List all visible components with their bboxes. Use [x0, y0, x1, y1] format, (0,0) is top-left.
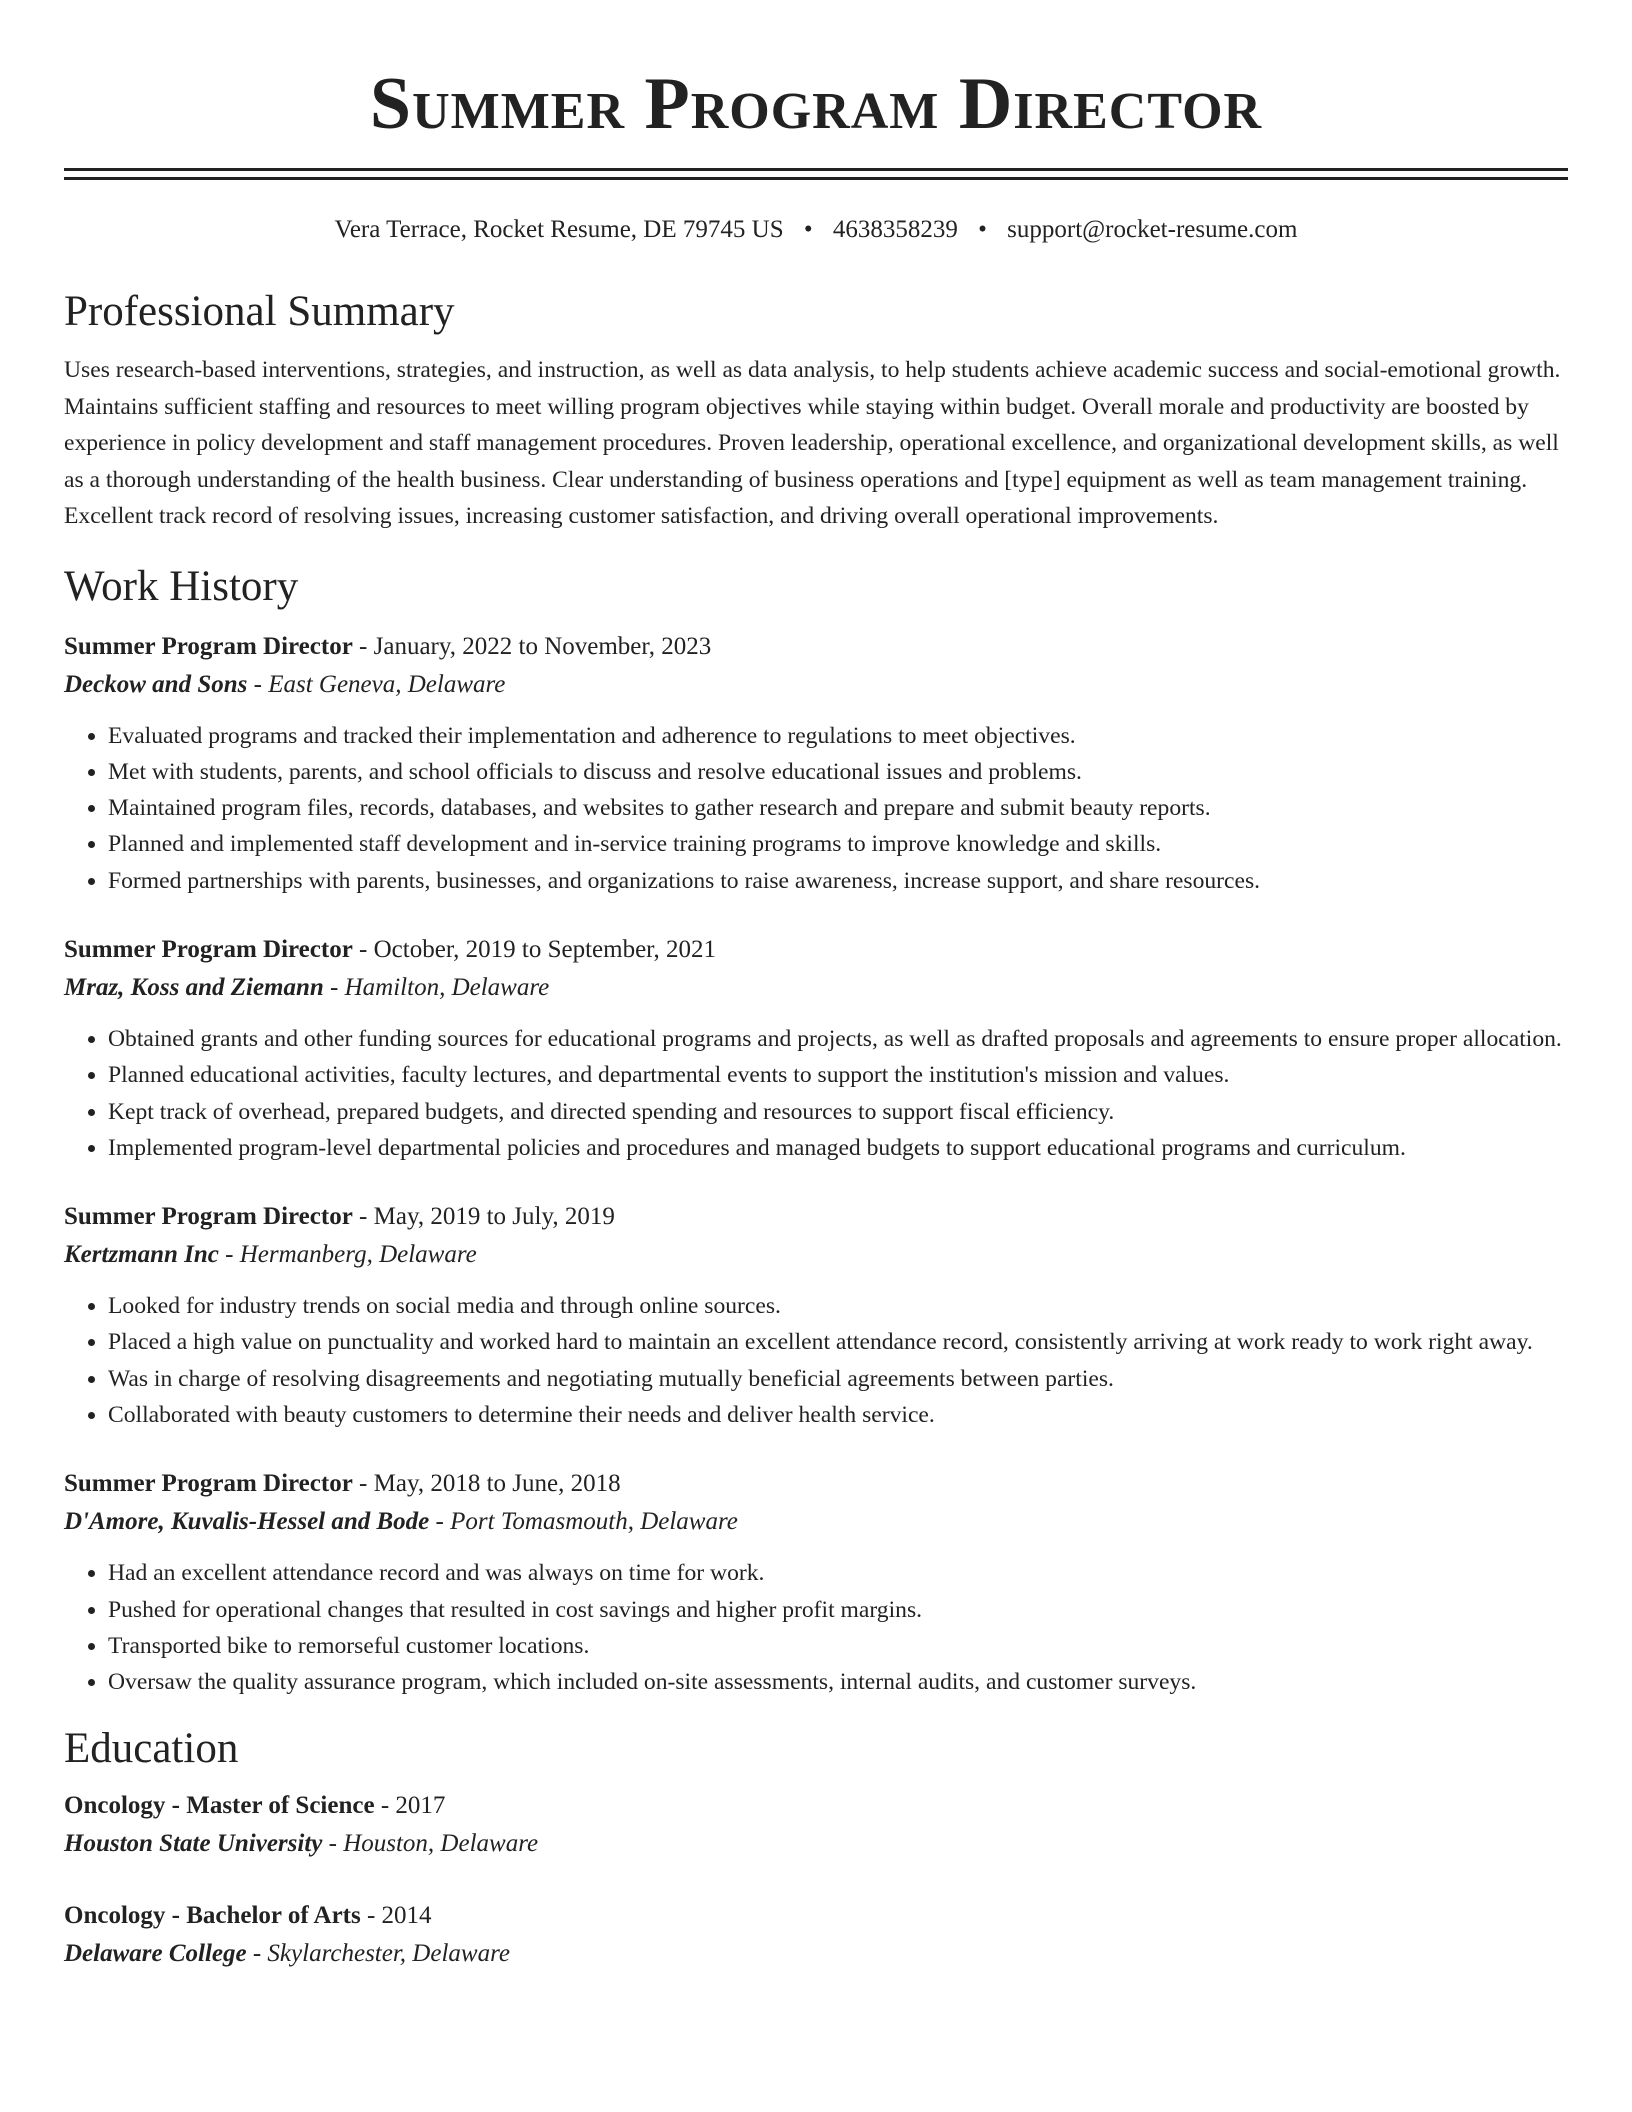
job-bullet: • Maintained program files, records, databases, and websites to gather research and prepare and submit beauty reports.	[108, 790, 1568, 826]
summary-text: Uses research-based interventions, strategies, and instruction, as well as data analysis, to help students achieve academic success and social-emotional growth. Maintains sufficient staffing and resources to meet willing program objectives while staying within budget. Overall morale and productivity are boosted by experience in policy development and staff management procedures. Proven leadership, operational excellence, and organizational development skills, as well as a thorough understanding of the health business. Clear understanding of business operations and [type] equipment as well as team management training. Excellent track record of resolving issues, increasing customer satisfaction, and driving overall operational improvements.	[64, 357, 1561, 529]
degree-header	[64, 1897, 1568, 1935]
degree-year: - 2017	[374, 1791, 446, 1819]
job-entry	[64, 931, 1568, 1166]
degree-school: Houston State University	[64, 1829, 323, 1857]
resume-name: Summer Program Director	[369, 63, 1263, 145]
job-bullet: • Kept track of overhead, prepared budgets, and directed spending and resources to support fiscal efficiency.	[108, 1094, 1568, 1130]
job-bullet: • Obtained grants and other funding sources for educational programs and projects, as well as drafted proposals and agreements to ensure proper allocation.	[108, 1021, 1568, 1057]
job-header	[64, 628, 1568, 666]
education-heading: Education	[64, 1724, 239, 1772]
job-company: Kertzmann Inc	[64, 1241, 219, 1269]
job-bullet: • Transported bike to remorseful customer locations.	[108, 1628, 1568, 1664]
job-location: - Port Tomasmouth, Delaware	[429, 1508, 738, 1536]
job-bullets	[64, 1021, 1568, 1166]
job-bullet: • Looked for industry trends on social media and through online sources.	[108, 1288, 1568, 1324]
job-employer	[64, 969, 1568, 1007]
job-role: Summer Program Director	[64, 935, 353, 963]
contact-email: support@rocket-resume.com	[1007, 216, 1298, 243]
education-entry	[64, 1897, 1568, 1973]
job-employer	[64, 1236, 1568, 1274]
work-history-heading: Work History	[64, 562, 299, 610]
job-bullet: • Met with students, parents, and school officials to discuss and resolve educational issues and problems.	[108, 754, 1568, 790]
degree-name: Oncology - Bachelor of Arts	[64, 1901, 361, 1929]
job-role: Summer Program Director	[64, 1203, 353, 1231]
job-role: Summer Program Director	[64, 632, 353, 660]
job-bullets	[64, 1288, 1568, 1433]
job-dates: - January, 2022 to November, 2023	[352, 632, 712, 660]
contact-address: Vera Terrace, Rocket Resume, DE 79745 US	[334, 216, 784, 243]
job-dates: - May, 2018 to June, 2018	[352, 1470, 621, 1498]
job-bullet: • Planned educational activities, faculty lectures, and departmental events to support the institution's mission and values.	[108, 1057, 1568, 1093]
job-entry	[64, 1465, 1568, 1700]
job-header	[64, 1465, 1568, 1503]
job-bullet: • Implemented program-level departmental policies and procedures and managed budgets to support educational programs and curriculum.	[108, 1130, 1568, 1166]
contact-phone: 4638358239	[832, 216, 958, 243]
job-bullet: • Collaborated with beauty customers to determine their needs and deliver health service.	[108, 1397, 1568, 1433]
job-employer	[64, 1503, 1568, 1541]
job-company: Deckow and Sons	[64, 670, 248, 698]
education-entry	[64, 1787, 1568, 1863]
degree-year: - 2014	[360, 1901, 432, 1929]
contact-separator: •	[978, 216, 987, 243]
degree-location: - Houston, Delaware	[322, 1829, 539, 1857]
contact-separator: •	[803, 216, 813, 243]
job-company: Mraz, Koss and Ziemann	[64, 973, 324, 1001]
job-entry	[64, 1198, 1568, 1433]
job-location: - East Geneva, Delaware	[247, 670, 506, 698]
job-location: - Hermanberg, Delaware	[218, 1241, 477, 1269]
job-header	[64, 931, 1568, 969]
job-bullets	[64, 1555, 1568, 1700]
degree-name: Oncology - Master of Science	[64, 1791, 375, 1819]
job-entry	[64, 628, 1568, 899]
job-bullet: • Formed partnerships with parents, businesses, and organizations to raise awareness, increase support, and share resources.	[108, 863, 1568, 899]
job-header	[64, 1198, 1568, 1236]
job-bullet: • Was in charge of resolving disagreements and negotiating mutually beneficial agreements between parties.	[108, 1361, 1568, 1397]
job-bullet: • Had an excellent attendance record and was always on time for work.	[108, 1555, 1568, 1591]
job-location: - Hamilton, Delaware	[323, 973, 550, 1001]
header-rule-top	[64, 168, 1568, 171]
degree-school: Delaware College	[64, 1939, 247, 1967]
job-bullet: • Evaluated programs and tracked their implementation and adherence to regulations to meet objectives.	[108, 718, 1568, 754]
header-rule-bottom	[64, 177, 1568, 180]
job-company: D'Amore, Kuvalis-Hessel and Bode	[64, 1508, 430, 1536]
job-employer	[64, 666, 1568, 704]
job-role: Summer Program Director	[64, 1470, 353, 1498]
job-dates: - May, 2019 to July, 2019	[352, 1203, 615, 1231]
job-dates: - October, 2019 to September, 2021	[352, 935, 716, 963]
degree-header	[64, 1787, 1568, 1825]
job-bullets	[64, 718, 1568, 899]
contact-line	[64, 214, 1568, 246]
degree-location: - Skylarchester, Delaware	[246, 1939, 510, 1967]
degree-school-line	[64, 1935, 1568, 1973]
job-bullet: • Placed a high value on punctuality and worked hard to maintain an excellent attendance record, consistently arriving at work ready to work right away.	[108, 1324, 1568, 1360]
job-bullet: • Pushed for operational changes that resulted in cost savings and higher profit margins.	[108, 1592, 1568, 1628]
degree-school-line	[64, 1825, 1568, 1863]
summary-heading: Professional Summary	[64, 288, 455, 335]
job-bullet: • Oversaw the quality assurance program, which included on-site assessments, internal audits, and customer surveys.	[108, 1664, 1568, 1700]
job-bullet: • Planned and implemented staff development and in-service training programs to improve knowledge and skills.	[108, 826, 1568, 862]
